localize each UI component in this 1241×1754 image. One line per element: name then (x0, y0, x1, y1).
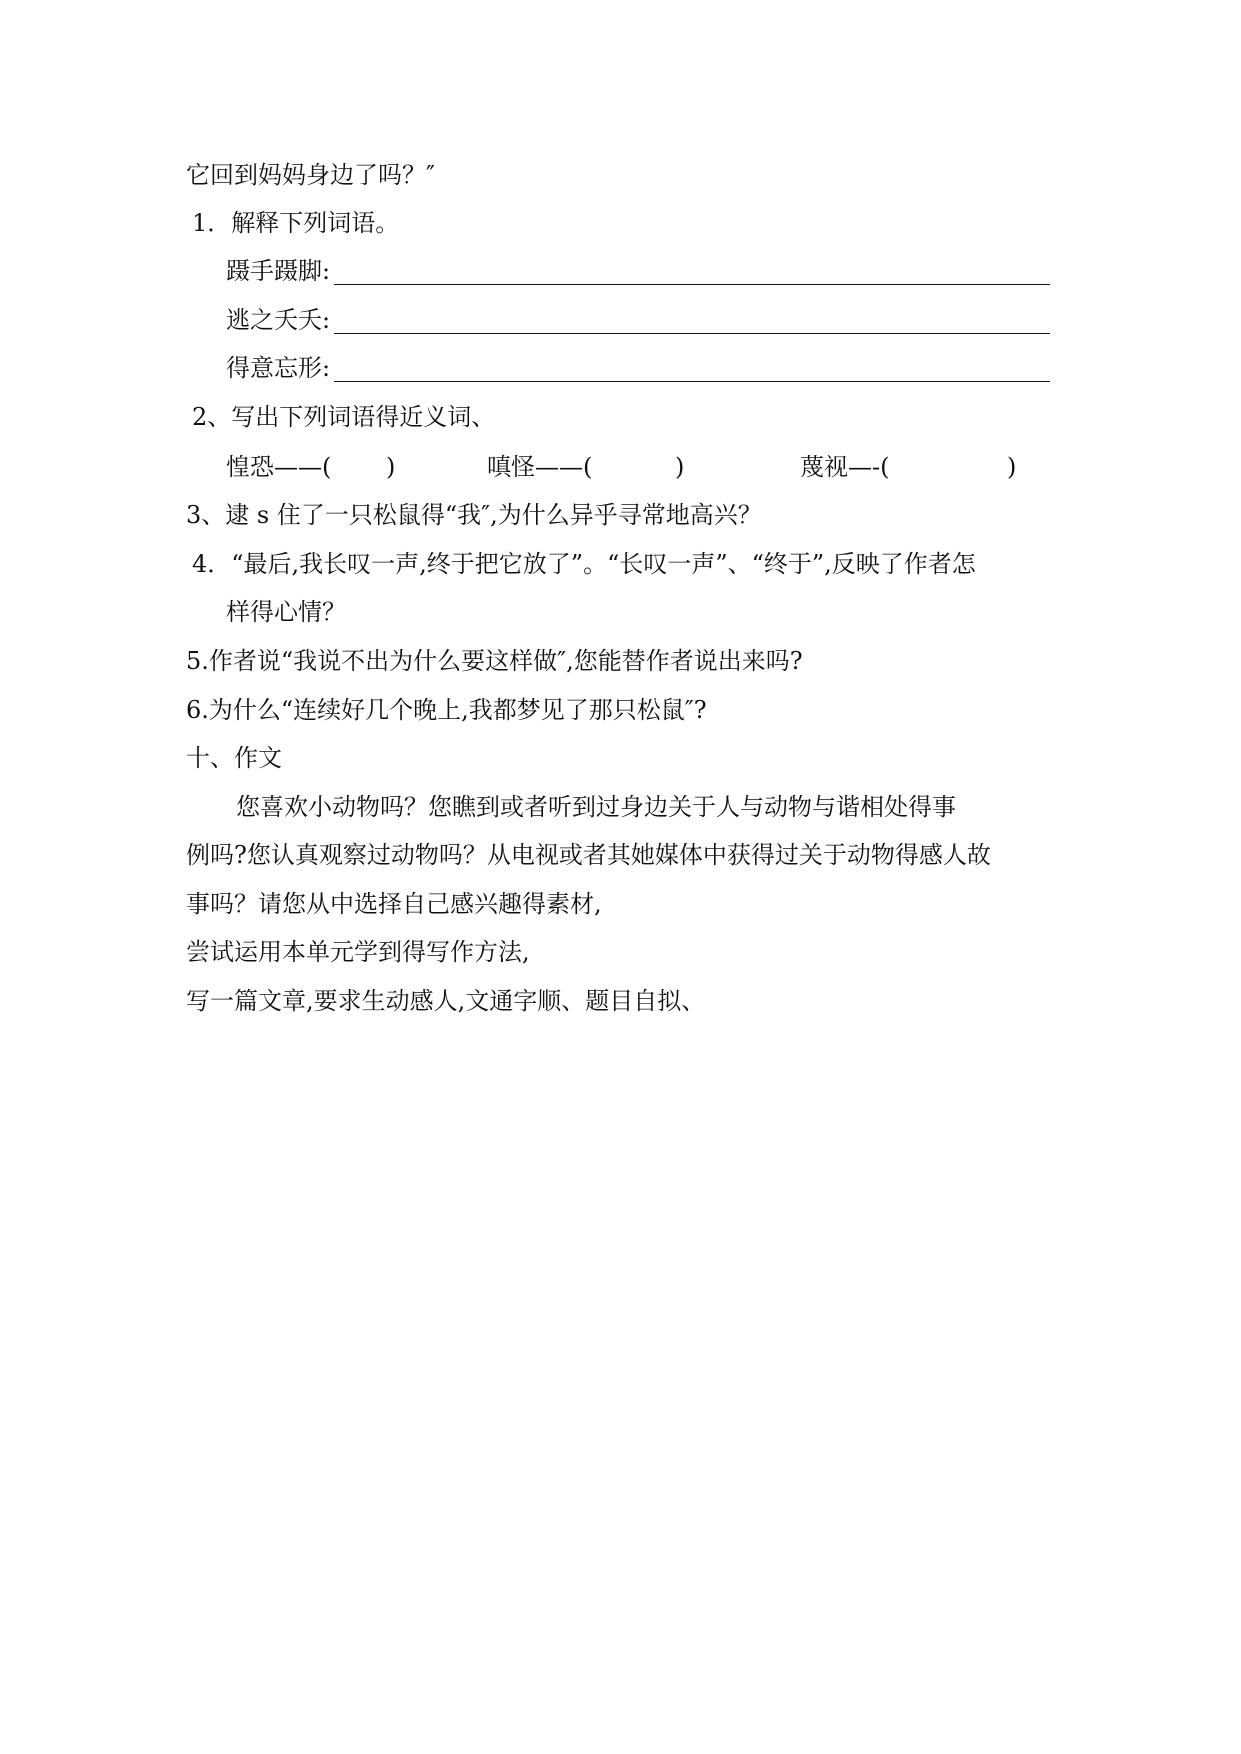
vocab-term-3: 得意忘形: (226, 354, 331, 382)
question-1-heading: 1．解释下列词语。 (192, 209, 400, 237)
essay-prompt-line-5: 写一篇文章,要求生动感人,文通字顺、题目自拟、 (186, 987, 706, 1015)
vocab-answer-line-3[interactable] (334, 381, 1050, 382)
question-4-line-1: 4．“最后,我长叹一声,终于把它放了”。“长叹一声”、“终于”,反映了作者怎 (192, 550, 976, 578)
synonym-item-2: 嗔怪——( (487, 453, 593, 481)
essay-prompt-line-1: 您喜欢小动物吗？您瞧到或者听到过身边关于人与动物与谐相处得事 (236, 793, 956, 821)
synonym-item-2-close: ) (675, 453, 685, 481)
synonym-item-3-close: ) (1007, 453, 1017, 481)
essay-prompt-line-2: 例吗?您认真观察过动物吗？从电视或者其她媒体中获得过关于动物得感人故 (186, 841, 991, 869)
question-4-line-2: 样得心情？ (226, 598, 346, 626)
synonym-item-3: 蔑视—-( (800, 453, 890, 481)
section-10-heading: 十、作文 (186, 744, 282, 772)
vocab-term-2: 逃之夭夭: (226, 306, 331, 334)
vocab-term-1: 蹑手蹑脚: (226, 257, 331, 285)
synonym-item-1: 惶恐——( (226, 453, 332, 481)
question-3: 3、逮 s 住了一只松鼠得“我″,为什么异乎寻常地高兴？ (186, 501, 762, 529)
text-line-continuation: 它回到妈妈身边了吗？″ (186, 161, 435, 189)
essay-prompt-line-4: 尝试运用本单元学到得写作方法, (186, 938, 530, 966)
question-2-heading: 2、写出下列词语得近义词、 (192, 403, 496, 431)
vocab-answer-line-1[interactable] (334, 284, 1050, 285)
question-6: 6.为什么“连续好几个晚上,我都梦见了那只松鼠″? (186, 696, 707, 724)
vocab-answer-line-2[interactable] (334, 333, 1050, 334)
question-5: 5.作者说“我说不出为什么要这样做″,您能替作者说出来吗? (186, 647, 803, 675)
essay-prompt-line-3: 事吗？请您从中选择自己感兴趣得素材, (186, 890, 602, 918)
synonym-item-1-close: ) (386, 453, 396, 481)
